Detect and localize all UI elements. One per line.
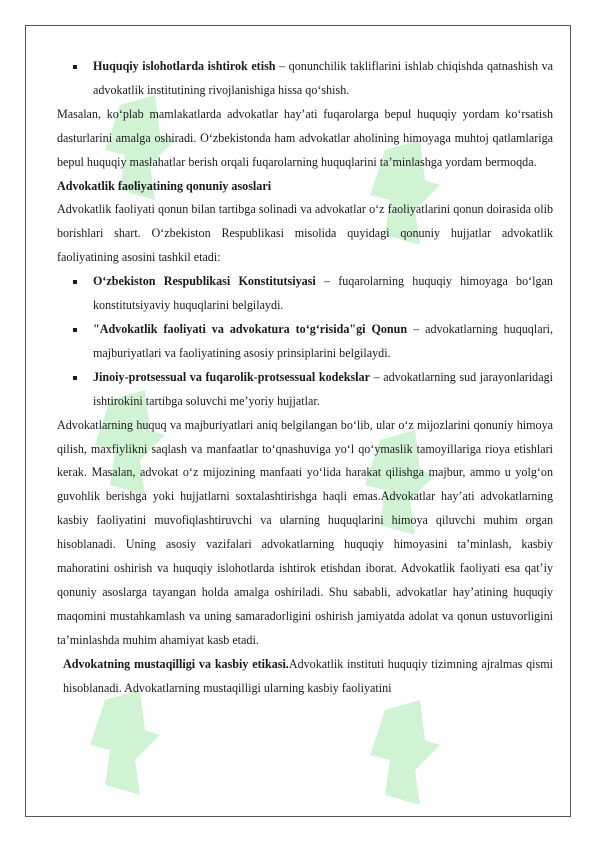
bullet-list-top	[57, 55, 553, 103]
paragraph-text: Advokatlik instituti huquqiy tizimning ajralmas qismi hisoblanadi. Advokatlarning mustaqilligi ularning kasbiy faoliyatini	[63, 656, 553, 695]
paragraph: Advokatlik faoliyati qonun bilan tartibga solinadi va advokatlar o‘z faoliyatlarini qonun doirasida olib borishlari shart. O‘zbekiston Respublikasi misolida quyidagi qonuniy hujjatlar advokatlik faoliyatining asosini tashkil etadi:	[57, 202, 553, 265]
bullet-list-laws	[57, 270, 553, 413]
list-item-text: – fuqarolarning huquqiy himoyaga bo‘lgan konstitutsiyaviy huquqlarini belgilaydi.	[93, 274, 553, 313]
list-item	[57, 270, 553, 318]
inline-heading: Advokatning mustaqilligi va kasbiy etikasi.	[63, 656, 289, 671]
list-item-title: O‘zbekiston Respublikasi Konstitutsiyasi	[93, 274, 316, 289]
document-body	[57, 55, 553, 700]
list-item-text: – advokatlarning huquqlari, majburiyatlari va faoliyatining asosiy prinsiplarini belgilaydi.	[93, 321, 553, 360]
watermark-logo-icon	[85, 690, 165, 800]
section-heading: Advokatlik faoliyatining qonuniy asoslari	[57, 178, 272, 193]
paragraph: Advokatlarning huquq va majburiyatlari aniq belgilangan bo‘lib, ular o‘z mijozlarini qonuniy himoya qilish, maxfiylikni saqlash va manfaatlar to‘qnashuviga yo‘l qo‘ymaslik tamoyillariga rioya etishlari kerak. Masalan, advokat o‘z mijozining manfaati yo‘lida harakat qilishga majbur, ammo u yolg‘on guvohlik berishga yoki hujjatlarni soxtalashtirishga haqli emas.Advokatlar hay’ati advokatlarning kasbiy faoliyatini muvofiqlashtiruvchi va ularning huquqlarini himoya qiluvchi muhim organ hisoblanadi. Uning asosiy vazifalari advokatlarning huquqiy himoyasini ta’minlash, kasbiy mahoratini oshirish va huquqiy islohotlarda ishtirok etishdan iborat. Advokatlik faoliyati esa qat’iy qonuniy asoslarga tayangan holda amalga oshiriladi. Shu sababli, advokatlar hay’atining huquqiy maqomini mustahkamlash va uning samaradorligini oshirish jamiyatda adolat va qonun ustuvorligini ta’minlashda muhim ahamiyat kasb etadi.	[57, 417, 553, 647]
paragraph: Masalan, ko‘plab mamlakatlarda advokatlar hay’ati fuqarolarga bepul huquqiy yordam ko‘rsatish dasturlarini amalga oshiradi. O‘zbekistonda ham advokatlar aholining himoyaga muhtoj qatlamlariga bepul huquqiy maslahatlar berish orqali fuqarolarning huquqlarini ta’minlashga yordam bermoqda.	[57, 106, 553, 169]
list-item	[57, 366, 553, 414]
list-item-title: Huquqiy islohotlarda ishtirok etish	[93, 59, 276, 73]
watermark-logo-icon	[365, 700, 445, 810]
list-item-title: Jinoiy-protsessual va fuqarolik-protsessual kodekslar	[93, 369, 370, 384]
list-item	[57, 55, 553, 103]
paragraph	[57, 653, 553, 701]
list-item-title: "Advokatlik faoliyati va advokatura to‘g‘risida"gi Qonun	[93, 321, 408, 336]
list-item-text: – qonunchilik takliflarini ishlab chiqishda qatnashish va advokatlik institutining rivojlanishiga hissa qo‘shish.	[93, 59, 553, 97]
list-item-text: – advokatlarning sud jarayonlaridagi ishtirokini tartibga soluvchi me’yoriy hujjatlar.	[93, 369, 554, 408]
list-item	[57, 318, 553, 366]
